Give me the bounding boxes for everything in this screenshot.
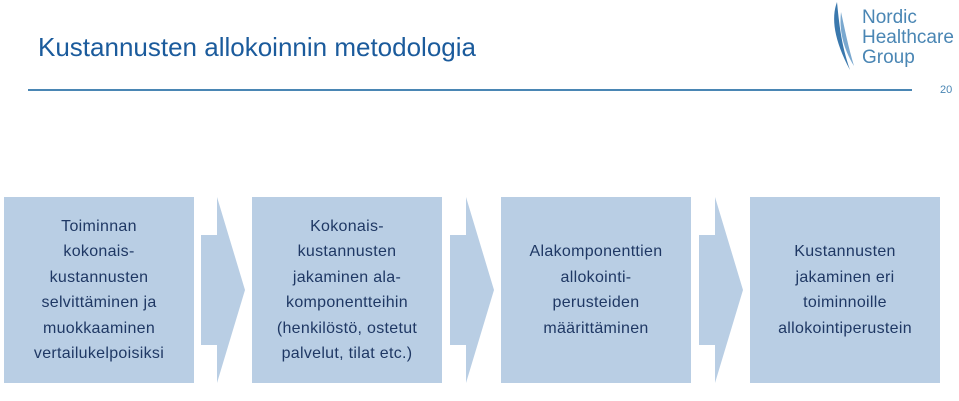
page-number: 20 <box>940 84 953 96</box>
process-step-2-text: Kokonais- kustannusten jakaminen ala- komponentteihin (henkilöstö, ostetut palvelut, tilat etc.) <box>276 217 418 362</box>
logo-line-1: Nordic <box>862 7 917 28</box>
chevron-right-arrow-icon <box>699 197 743 383</box>
process-step-1-text: Toiminnan kokonais- kustannusten selvittäminen ja muokkaaminen vertailukelpoisiksi <box>33 217 165 362</box>
process-step-3-text: Alakomponenttien allokointi- perusteiden määrittäminen <box>529 243 663 337</box>
title-divider <box>28 89 912 91</box>
logo-line-3: Group <box>862 47 915 68</box>
slide-title: Kustannusten allokoinnin metodologia <box>38 32 476 62</box>
chevron-right-arrow-icon <box>450 197 494 383</box>
process-step-1 <box>4 197 194 383</box>
process-step-4-text: Kustannusten jakaminen eri toiminnoille allokointiperustein <box>778 243 912 337</box>
company-logo <box>828 0 959 78</box>
process-step-3 <box>501 197 691 383</box>
process-step-2 <box>252 197 442 383</box>
chevron-right-arrow-icon <box>201 197 245 383</box>
process-step-4 <box>750 197 940 383</box>
logo-wordmark <box>862 8 954 68</box>
logo-line-2: Healthcare <box>862 27 954 48</box>
feather-mark-icon <box>828 0 858 74</box>
